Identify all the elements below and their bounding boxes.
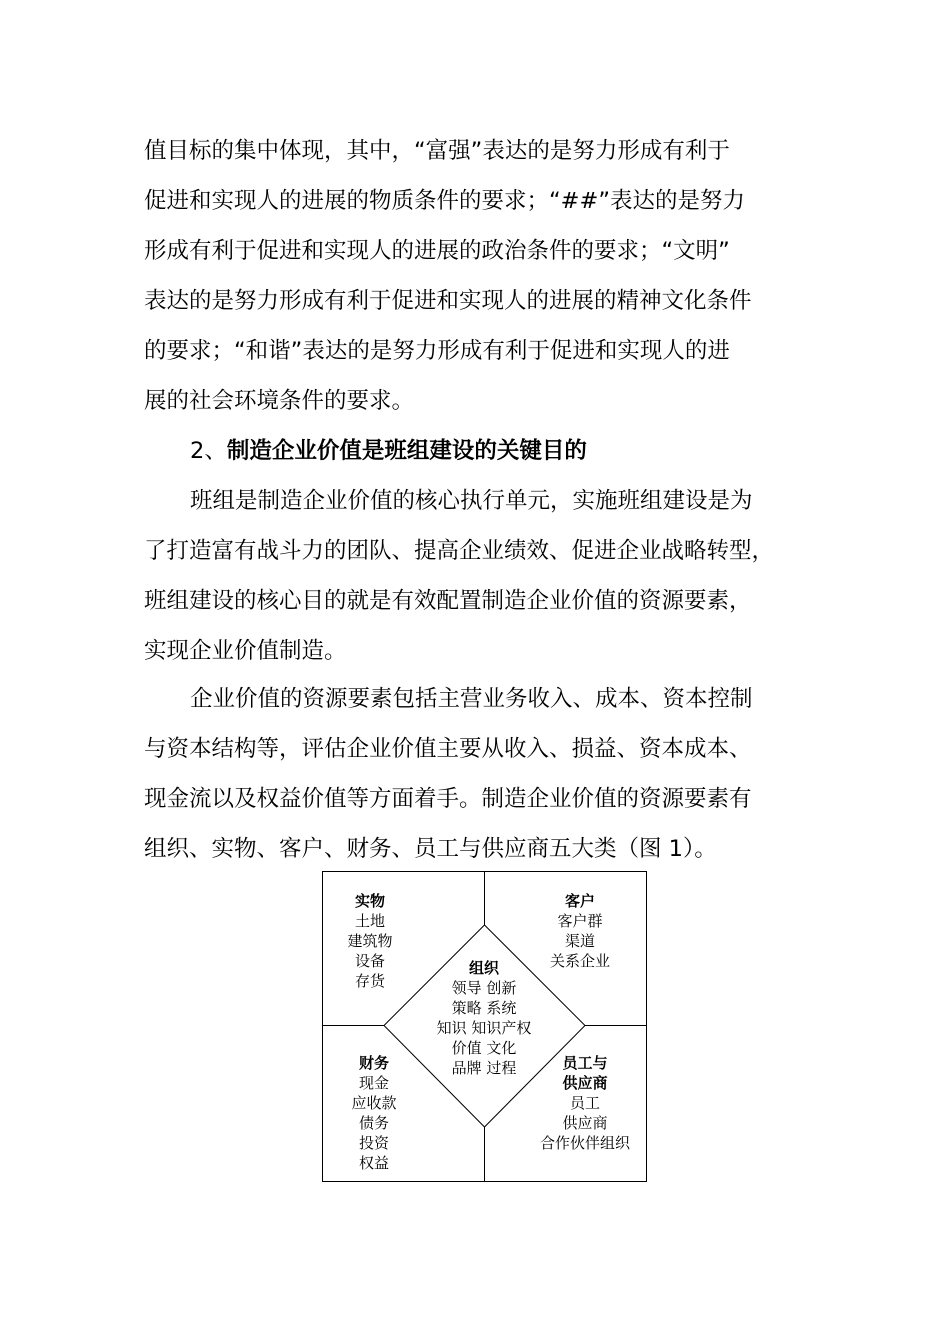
text-line: 了打造富有战斗力的团队、提高企业绩效、促进企业战略转型， (144, 538, 775, 564)
physical-item: 土地 (354, 912, 385, 930)
staff-title-line: 供应商 (562, 1074, 608, 1092)
organization-item: 品牌 过程 (451, 1059, 517, 1077)
text-line: 表达的是努力形成有利于促进和实现人的进展的精神文化条件 (144, 288, 752, 314)
text-line: 形成有利于促进和实现人的进展的政治条件的要求；“文明” (144, 238, 730, 264)
paragraph-2 (144, 476, 824, 676)
physical-item: 设备 (354, 952, 385, 970)
organization-item: 知识 知识产权 (436, 1019, 532, 1037)
physical-title: 实物 (354, 892, 385, 910)
customer-title: 客户 (564, 892, 595, 910)
customer-item: 客户群 (557, 912, 603, 930)
finance-item: 债务 (358, 1114, 389, 1132)
finance-title: 财务 (358, 1054, 389, 1072)
finance-item: 权益 (358, 1154, 389, 1172)
finance-cell (334, 1053, 414, 1173)
staff-supplier-cell (530, 1053, 640, 1153)
text-line: 现金流以及权益价值等方面着手。制造企业价值的资源要素有 (144, 786, 752, 812)
physical-cell (330, 891, 410, 991)
physical-item: 存货 (354, 972, 385, 990)
text-line: 促进和实现人的进展的物质条件的要求；“##”表达的是努力 (144, 188, 746, 214)
customer-item: 渠道 (564, 932, 595, 950)
resource-elements-figure (322, 871, 647, 1182)
text-line: 班组是制造企业价值的核心执行单元，实施班组建设是为 (190, 488, 753, 514)
physical-item: 建筑物 (347, 932, 393, 950)
text-line: 展的社会环境条件的要求。 (144, 388, 415, 414)
organization-item: 价值 文化 (451, 1039, 517, 1057)
heading-text: 制造企业价值是班组建设的关键目的 (226, 438, 587, 464)
staff-title-line: 员工与 (562, 1054, 608, 1072)
text-line: 组织、实物、客户、财务、员工与供应商五大类（图 1）。 (144, 836, 717, 862)
organization-title: 组织 (468, 959, 499, 977)
customer-item: 关系企业 (549, 952, 610, 970)
heading-number: 2、 (190, 438, 227, 464)
text-line: 值目标的集中体现，其中，“富强”表达的是努力形成有利于 (144, 138, 730, 164)
staff-item: 员工 (569, 1094, 600, 1112)
finance-item: 投资 (358, 1134, 389, 1152)
organization-item: 领导 创新 (451, 979, 517, 997)
paragraph-1 (144, 126, 824, 426)
staff-item: 合作伙伴组织 (539, 1134, 630, 1152)
text-line: 企业价值的资源要素包括主营业务收入、成本、资本控制 (190, 686, 753, 712)
organization-item: 策略 系统 (451, 999, 517, 1017)
section-heading (144, 426, 824, 476)
paragraph-3 (144, 674, 824, 874)
finance-item: 应收款 (351, 1094, 397, 1112)
staff-item: 供应商 (562, 1114, 608, 1132)
text-line: 班组建设的核心目的就是有效配置制造企业价值的资源要素， (144, 588, 752, 614)
text-line: 的要求；“和谐”表达的是努力形成有利于促进和实现人的进 (144, 338, 730, 364)
finance-item: 现金 (358, 1074, 389, 1092)
text-line: 实现企业价值制造。 (144, 638, 347, 664)
text-line: 与资本结构等，评估企业价值主要从收入、损益、资本成本、 (144, 736, 752, 762)
